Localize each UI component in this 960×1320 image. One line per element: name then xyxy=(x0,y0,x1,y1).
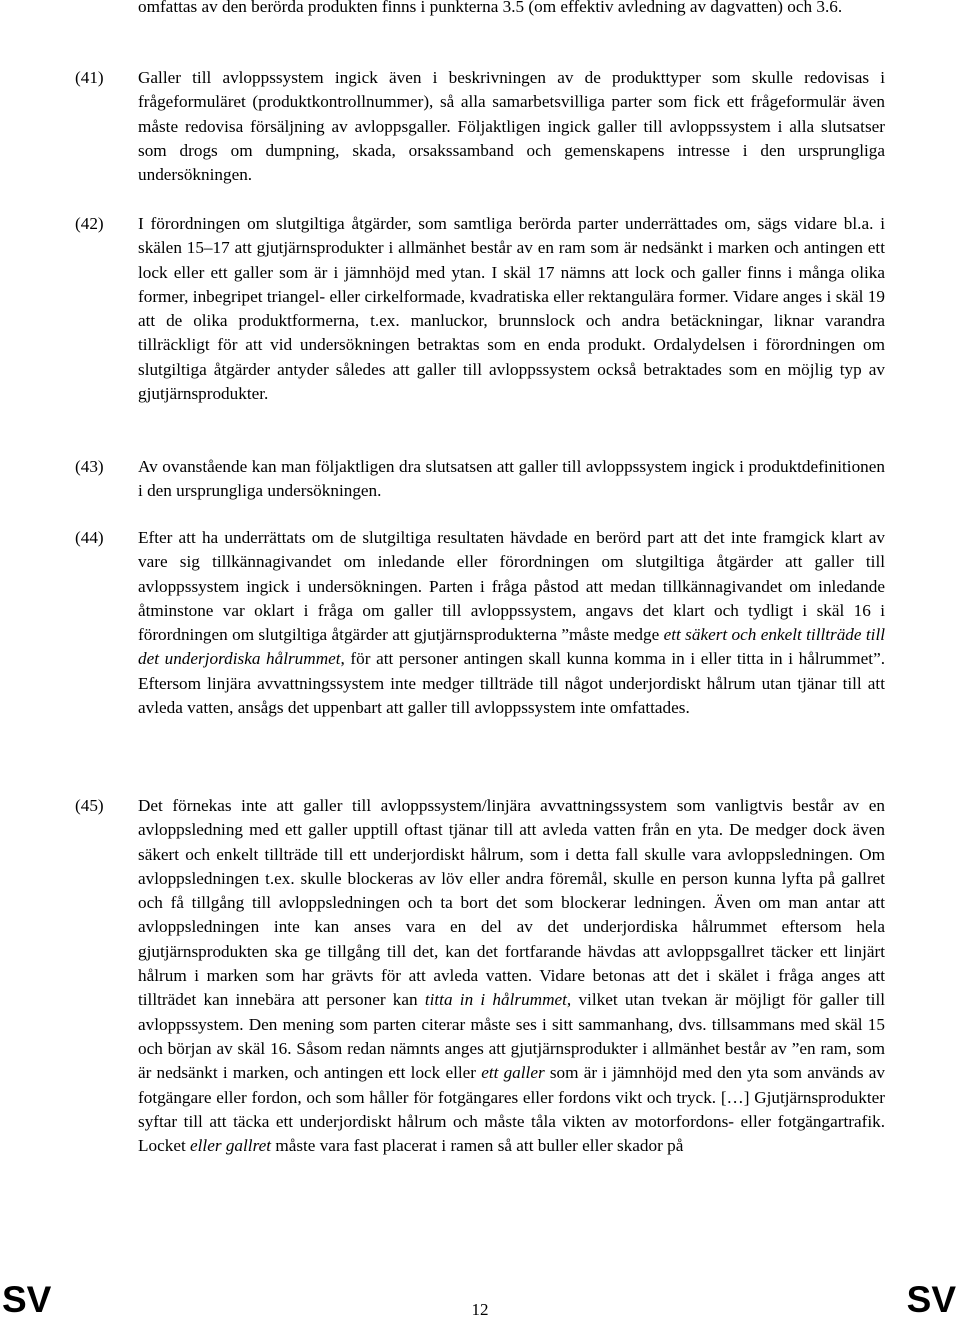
emphasis-text: ett säkert och enkelt tillträde till det underjordiska hålrummet xyxy=(138,625,885,669)
paragraph-text xyxy=(138,526,885,720)
paragraph-number: (41) xyxy=(75,68,104,87)
emphasis-text: titta in i hålrummet xyxy=(424,990,567,1010)
text-segment: , vilket utan tvekan är möjligt för galler till avloppssystem. Den mening som parten citerar måste ses i sitt sammanhang, dvs. tillsammans med skäl 15 och början av skäl 16. Såsom redan nämnts anges att gjutjärnsprodukter i allmänhet består av ”en ram, som är nedsänkt i marken, och antingen ett lock eller xyxy=(138,990,886,1083)
emphasis-text: eller gallret xyxy=(190,1136,272,1156)
footer-language-right: SV xyxy=(906,1279,956,1320)
paragraph-number: (42) xyxy=(75,214,104,233)
text-segment: , för att personer antingen skall kunna komma in i eller titta in i hålrummet”. Eftersom linjära avvattningssystem inte medger tillträde till något underjordiskt hålrum utan tjänar till att avleda vatten, ansågs det uppenbart att galler till avloppssystem inte omfattades. xyxy=(138,649,885,718)
paragraph-text: I förordningen om slutgiltiga åtgärder, som samtliga berörda parter underrättades om, sägs vidare bl.a. i skälen 15–17 att gjutjärnsprodukter i allmänhet består av en ram som är nedsänkt i marken och antingen ett lock eller ett galler som är i jämnhöjd med ytan. I skäl 17 nämns att lock och galler finns i många olika former, inbegripet triangel- eller cirkelformade, kvadratiska eller rektangulära former. Vidare anges i skäl 19 att de olika produktformerna, t.ex. manluckor, brunnslock och andra betäckningar, liknar varandra tillräckligt för att vid undersökningen betraktas som en enda produkt. Ordalydelsen i förordningen om slutgiltiga åtgärder antyder således att galler till avloppssystem också betraktades som en möjlig typ av gjutjärnsprodukter. xyxy=(138,214,885,404)
paragraph-43 xyxy=(75,455,885,504)
text-segment: som är i jämnhöjd med den yta som används av fotgängare eller fordon, och som håller för fotgängares eller fordons vikt och tryck. […] Gjutjärnsprodukter syftar till att täcka ett underjordiskt hålrum och måste tåla vikten av motorfordons- eller fotgängartrafik. Locket xyxy=(138,1063,885,1156)
paragraph-number: (43) xyxy=(75,457,104,476)
paragraph-42 xyxy=(75,212,885,406)
paragraph-41 xyxy=(75,66,885,187)
paragraph-text: Av ovanstående kan man följaktligen dra slutsatsen att galler till avloppssystem ingick i produktdefinitionen i den ursprungliga undersökningen. xyxy=(138,457,885,501)
text-segment: Efter att ha underrättats om de slutgiltiga resultaten hävdade en berörd part att det inte framgick klart av vare sig tillkännagivandet om inledande eller förordningen om slutgiltiga åtgärder att galler till avloppssystem ingick i undersökningen. Parten i fråga påstod att medan tillkännagivandet om inledande åtminstone var oklart i fråga om galler till avloppssystem, angavs det klart och tydligt i skäl 16 i förordningen om slutgiltiga åtgärder att gjutjärnsprodukterna ”måste medge xyxy=(138,528,885,645)
paragraph-44 xyxy=(75,526,885,720)
paragraph-text xyxy=(138,794,885,1158)
text-segment: måste vara fast placerat i ramen så att buller eller skador på xyxy=(271,1136,684,1156)
paragraph-45 xyxy=(75,794,885,1158)
page-number: 12 xyxy=(471,1300,489,1319)
paragraph-text: Galler till avloppssystem ingick även i beskrivningen av de produkttyper som skulle redovisas i frågeformuläret (produktkontrollnummer), så alla samarbetsvilliga parter som fick ett frågeformulär även måste redovisa försäljning av avloppsgaller. Följaktligen ingick galler till avloppssystem i alla slutsatser som drogs om dumpning, skada, orsakssamband och gemenskapens intresse i den ursprungliga undersökningen. xyxy=(138,68,885,185)
emphasis-text: ett galler xyxy=(481,1063,545,1083)
footer-language-left: SV xyxy=(2,1279,52,1320)
paragraph-number: (45) xyxy=(75,796,104,815)
text-segment: Det förnekas inte att galler till avloppssystem/linjära avvattningssystem som vanligtvis består av en avloppsledning med ett galler upptill oftast tjänar till att avleda vatten från en yta. De medger dock även säkert och enkelt tillträde till ett underjordiskt hålrum, som i detta fall skulle vara avloppsledningen. Om avloppsledningen t.ex. skulle blockeras av löv eller andra föremål, skulle en person kunna lyfta på gallret och få tillgång till avloppsledningen och ta bort det som blockerar ledningen. Även om man antar att avloppsledningen inte kan anses vara en del av det underjordiska hålrummet eftersom hela gjutjärnsprodukten ska ge tillgång till det, kan det fortfarande hävdas att avloppsgallret täcker ett linjärt hålrum i marken som har grävts för att avleda vatten. Vidare betonas att det i skälet i fråga anges att tillträdet kan innebära att personer kan xyxy=(138,796,885,1010)
continuation-text: omfattas av den berörda produkten finns i punkterna 3.5 (om effektiv avledning av dagvatten) och 3.6. xyxy=(138,0,843,16)
paragraph-number: (44) xyxy=(75,528,104,547)
